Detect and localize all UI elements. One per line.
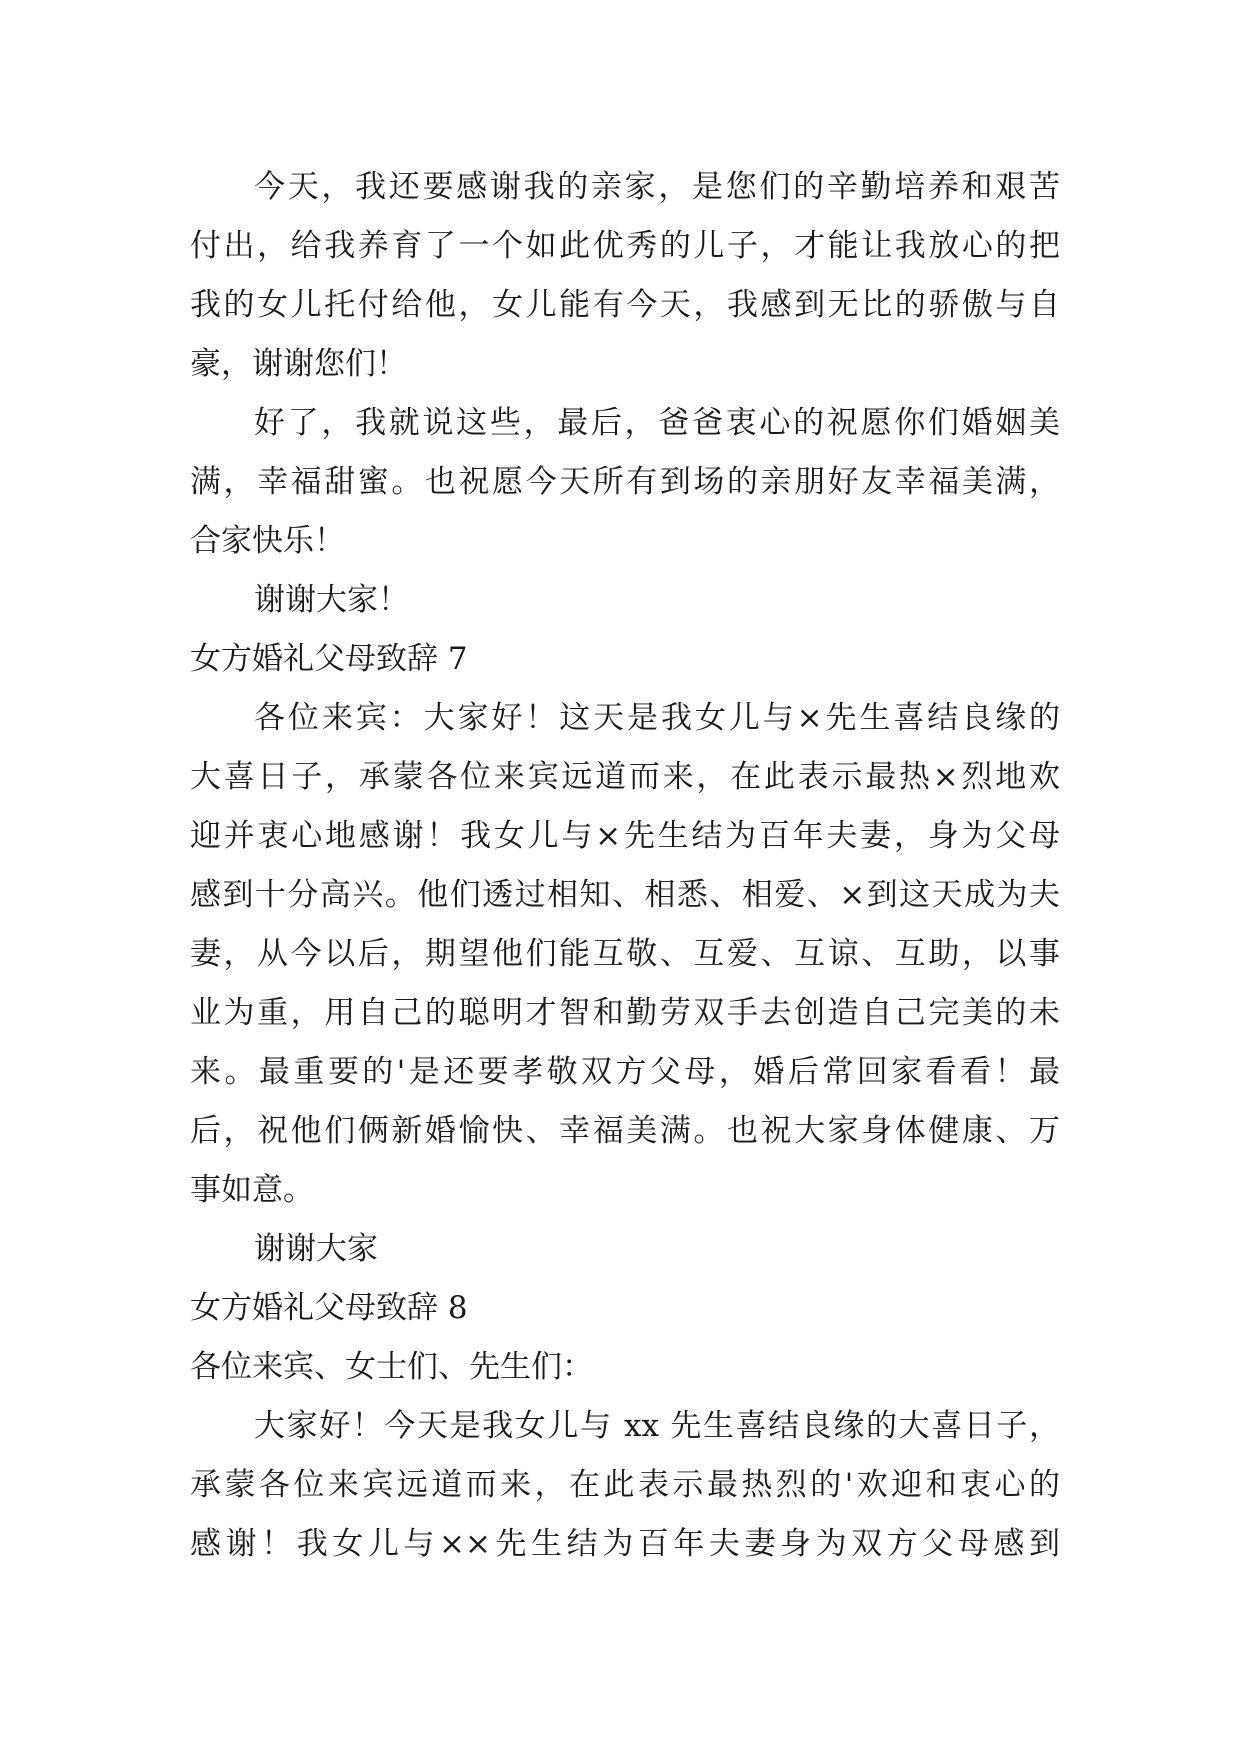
paragraph-line: 业为重，用自己的聪明才智和勤劳双手去创造自己完美的未 xyxy=(190,995,1060,1031)
document-page xyxy=(190,158,1060,1574)
paragraph-line: 付出，给我养育了一个如此优秀的儿子，才能让我放心的把 xyxy=(190,228,1060,264)
paragraph-line: 大家好！今天是我女儿与 xx 先生喜结良缘的大喜日子， xyxy=(254,1408,1060,1444)
salutation-line: 各位来宾、女士们、先生们： xyxy=(190,1349,593,1385)
paragraph-line: 豪，谢谢您们！ xyxy=(190,346,407,382)
paragraph-line: 来。最重要的'是还要孝敬双方父母，婚后常回家看看！最 xyxy=(190,1054,1060,1090)
section-heading: 女方婚礼父母致辞 8 xyxy=(190,1290,468,1326)
paragraph-line: 感到十分高兴。他们透过相知、相悉、相爱、×到这天成为夫 xyxy=(190,877,1060,913)
paragraph-line: 承蒙各位来宾远道而来，在此表示最热烈的'欢迎和衷心的 xyxy=(190,1467,1060,1503)
paragraph-line: 谢谢大家！ xyxy=(254,582,409,618)
paragraph-line: 妻，从今以后，期望他们能互敬、互爱、互谅、互助，以事 xyxy=(190,936,1060,972)
paragraph-line: 合家快乐！ xyxy=(190,523,345,559)
paragraph-line: 满，幸福甜蜜。也祝愿今天所有到场的亲朋好友幸福美满， xyxy=(190,464,1060,500)
paragraph-line: 感谢！我女儿与××先生结为百年夫妻身为双方父母感到 xyxy=(190,1526,1060,1562)
paragraph-line: 大喜日子，承蒙各位来宾远道而来，在此表示最热×烈地欢 xyxy=(190,759,1060,795)
paragraph-line: 今天，我还要感谢我的亲家，是您们的辛勤培养和艰苦 xyxy=(254,169,1060,205)
section-heading: 女方婚礼父母致辞 7 xyxy=(190,641,468,677)
paragraph-line: 谢谢大家 xyxy=(254,1231,378,1267)
paragraph-line: 迎并衷心地感谢！我女儿与×先生结为百年夫妻，身为父母 xyxy=(190,818,1060,854)
paragraph-line: 好了，我就说这些，最后，爸爸衷心的祝愿你们婚姻美 xyxy=(254,405,1060,441)
paragraph-line: 我的女儿托付给他，女儿能有今天，我感到无比的骄傲与自 xyxy=(190,287,1060,323)
paragraph-line: 事如意。 xyxy=(190,1172,314,1208)
paragraph-line: 后，祝他们俩新婚愉快、幸福美满。也祝大家身体健康、万 xyxy=(190,1113,1060,1149)
paragraph-line: 各位来宾：大家好！这天是我女儿与×先生喜结良缘的 xyxy=(254,700,1060,736)
